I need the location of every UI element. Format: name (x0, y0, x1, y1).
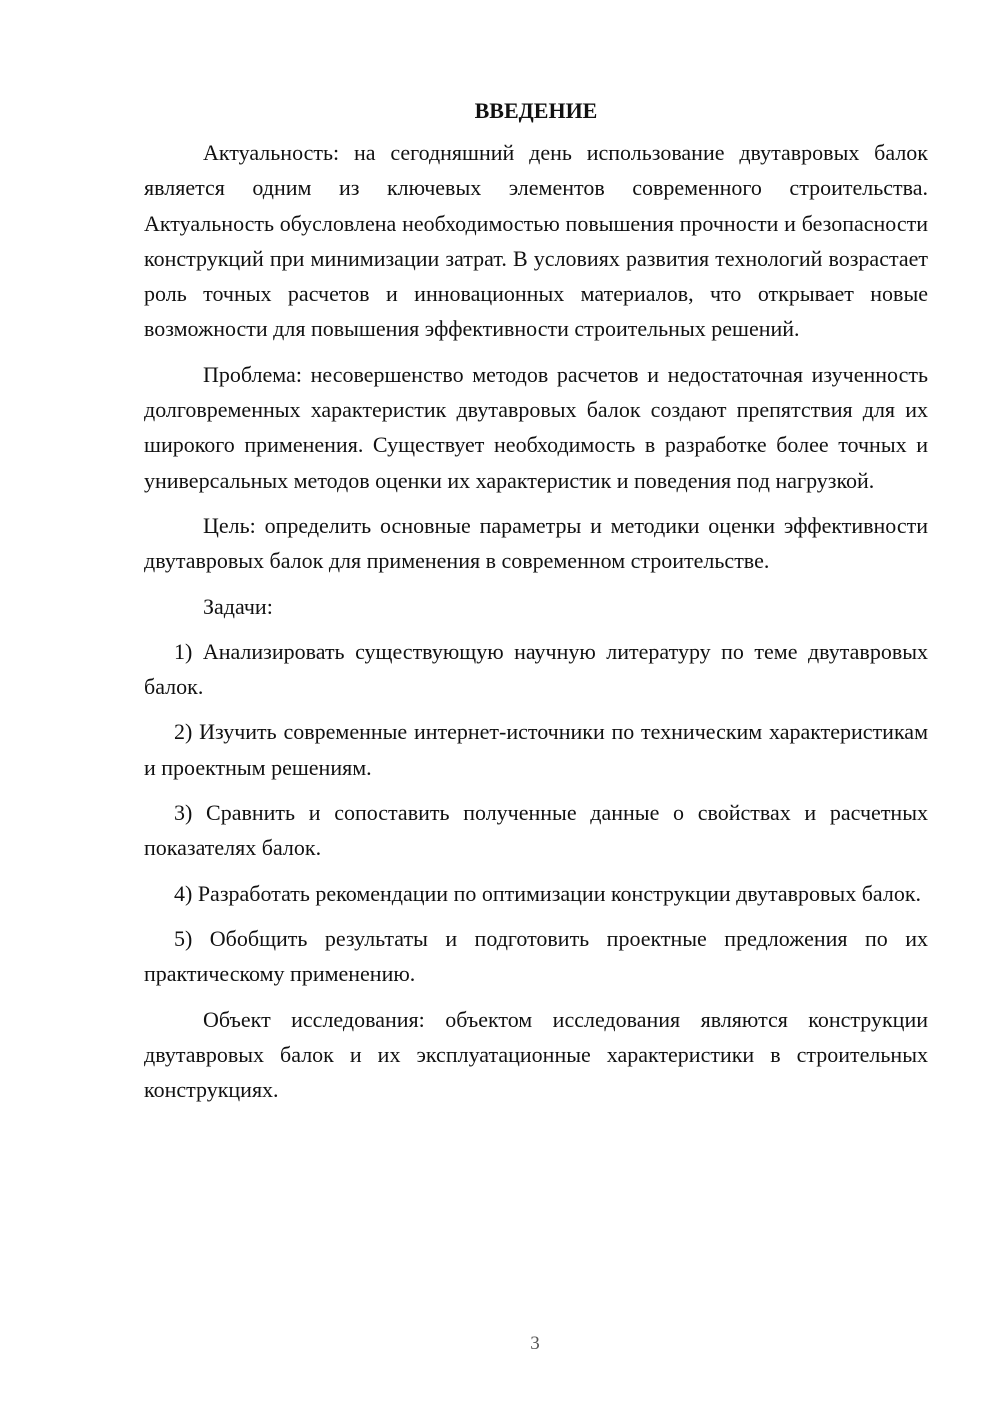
page-content (144, 93, 928, 1117)
page-title: ВВЕДЕНИЕ (474, 98, 598, 123)
task-item-4: 4) Разработать рекомендации по оптимизации конструкции двутавровых балок. (174, 880, 922, 906)
tasks-label: Задачи: (203, 593, 273, 619)
task-item-3: 3) Сравнить и сопоставить полученные данные о свойствах и расчетных показателях балок. (144, 800, 928, 861)
task-item-1: 1) Анализировать существующую научную литературу по теме двутавровых балок. (144, 638, 928, 700)
task-item-5: 5) Обобщить результаты и подготовить проектные предложения по их практическому применению. (144, 925, 928, 987)
goal-paragraph: Цель: определить основные параметры и методики оценки эффективности двутавровых балок для применения в современном строительстве. (144, 512, 928, 574)
task-item-2: 2) Изучить современные интернет-источники по техническим характеристикам и проектным решениям. (144, 719, 928, 780)
problem-paragraph: Проблема: несовершенство методов расчетов и недостаточная изученность долговременных характеристик двутавровых балок создают препятствия для их широкого применения. Существует необходимость в разработке более точных и универсальных методов оценки их характеристик и поведения под нагрузкой. (144, 361, 928, 493)
page-number: 3 (530, 1333, 540, 1354)
research-object-paragraph: Объект исследования: объектом исследования являются конструкции двутавровых балок и их эксплуатационные характеристики в строительных конструкциях. (144, 1006, 928, 1103)
relevance-paragraph: Актуальность: на сегодняшний день использование двутавровых балок является одним из ключевых элементов современного строительства. Актуальность обусловлена необходимостью повышения прочности и безопасности конструкций при минимизации затрат. В условиях развития технологий возрастает роль точных расчетов и инновационных материалов, что открывает новые возможности для повышения эффективности строительных решений. (144, 140, 928, 342)
